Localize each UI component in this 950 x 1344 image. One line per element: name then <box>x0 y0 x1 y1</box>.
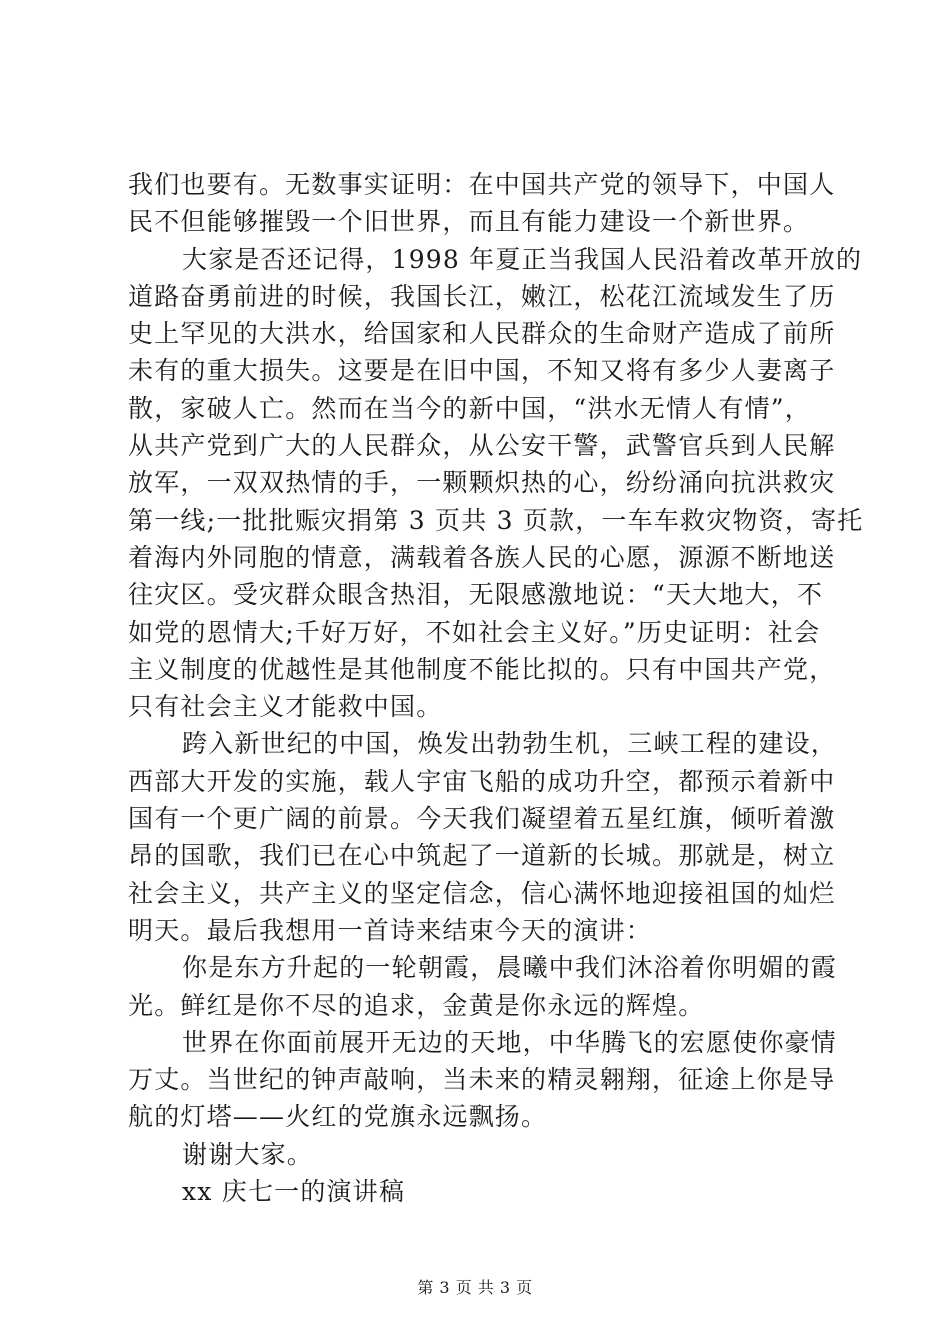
text-line: 散，家破人亡。然而在当今的新中国，“洪水无情人有情”， <box>128 393 811 423</box>
text-line: 放军，一双双热情的手，一颗颗炽热的心，纷纷涌向抗洪救灾 <box>128 468 836 498</box>
text-line: 万丈。当世纪的钟声敲响，当未来的精灵翱翔，征途上你是导 <box>128 1065 836 1095</box>
text-line: 民不但能够摧毁一个旧世界，而且有能力建设一个新世界。 <box>128 207 810 237</box>
text-line: 史上罕见的大洪水，给国家和人民群众的生命财产造成了前所 <box>128 319 836 349</box>
text-line: 只有社会主义才能救中国。 <box>128 692 443 722</box>
text-line: 光。鲜红是你不尽的追求，金黄是你永远的辉煌。 <box>128 990 705 1020</box>
text-line: 你是东方升起的一轮朝霞，晨曦中我们沐浴着你明媚的霞 <box>182 953 838 983</box>
text-line: 社会主义，共产主义的坚定信念，信心满怀地迎接祖国的灿烂 <box>128 878 836 908</box>
text-line: 我们也要有。无数事实证明：在中国共产党的领导下，中国人 <box>128 170 836 199</box>
text-line: 从共产党到广大的人民群众，从公安干警，武警官兵到人民解 <box>128 431 836 461</box>
text-line: xx 庆七一的演讲稿 <box>182 1177 406 1207</box>
text-line: 未有的重大损失。这要是在旧中国，不知又将有多少人妻离子 <box>128 356 836 386</box>
text-line: 明天。最后我想用一首诗来结束今天的演讲： <box>128 915 653 945</box>
document-body <box>128 166 864 1210</box>
text-line: 国有一个更广阔的前景。今天我们凝望着五星红旗，倾听着激 <box>128 804 836 834</box>
page-footer: 第 3 页 共 3 页 <box>417 1278 533 1297</box>
text-line: 跨入新世纪的中国，焕发出勃勃生机，三峡工程的建设， <box>182 729 838 759</box>
text-line: 西部大开发的实施，载人宇宙飞船的成功升空，都预示着新中 <box>128 766 836 796</box>
text-line: 道路奋勇前进的时候，我国长江，嫩江，松花江流域发生了历 <box>128 281 836 311</box>
text-line: 如党的恩情大;千好万好，不如社会主义好。”历史证明：社会 <box>128 617 821 647</box>
text-line: 世界在你面前展开无边的天地，中华腾飞的宏愿使你豪情 <box>182 1027 838 1057</box>
text-line: 大家是否还记得，1998 年夏正当我国人民沿着改革开放的 <box>182 244 863 274</box>
text-line: 第一线;一批批赈灾捐第 3 页共 3 页款，一车车救灾物资，寄托 <box>128 505 864 535</box>
text-line: 昂的国歌，我们已在心中筑起了一道新的长城。那就是，树立 <box>128 841 836 871</box>
text-line: 谢谢大家。 <box>182 1139 314 1169</box>
text-line: 着海内外同胞的情意，满载着各族人民的心愿，源源不断地送 <box>128 542 836 572</box>
text-line: 航的灯塔——火红的党旗永远飘扬。 <box>128 1102 548 1132</box>
text-line: 主义制度的优越性是其他制度不能比拟的。只有中国共产党， <box>128 654 836 684</box>
text-line: 往灾区。受灾群众眼含热泪，无限感激地说：“天大地大，不 <box>128 580 824 610</box>
